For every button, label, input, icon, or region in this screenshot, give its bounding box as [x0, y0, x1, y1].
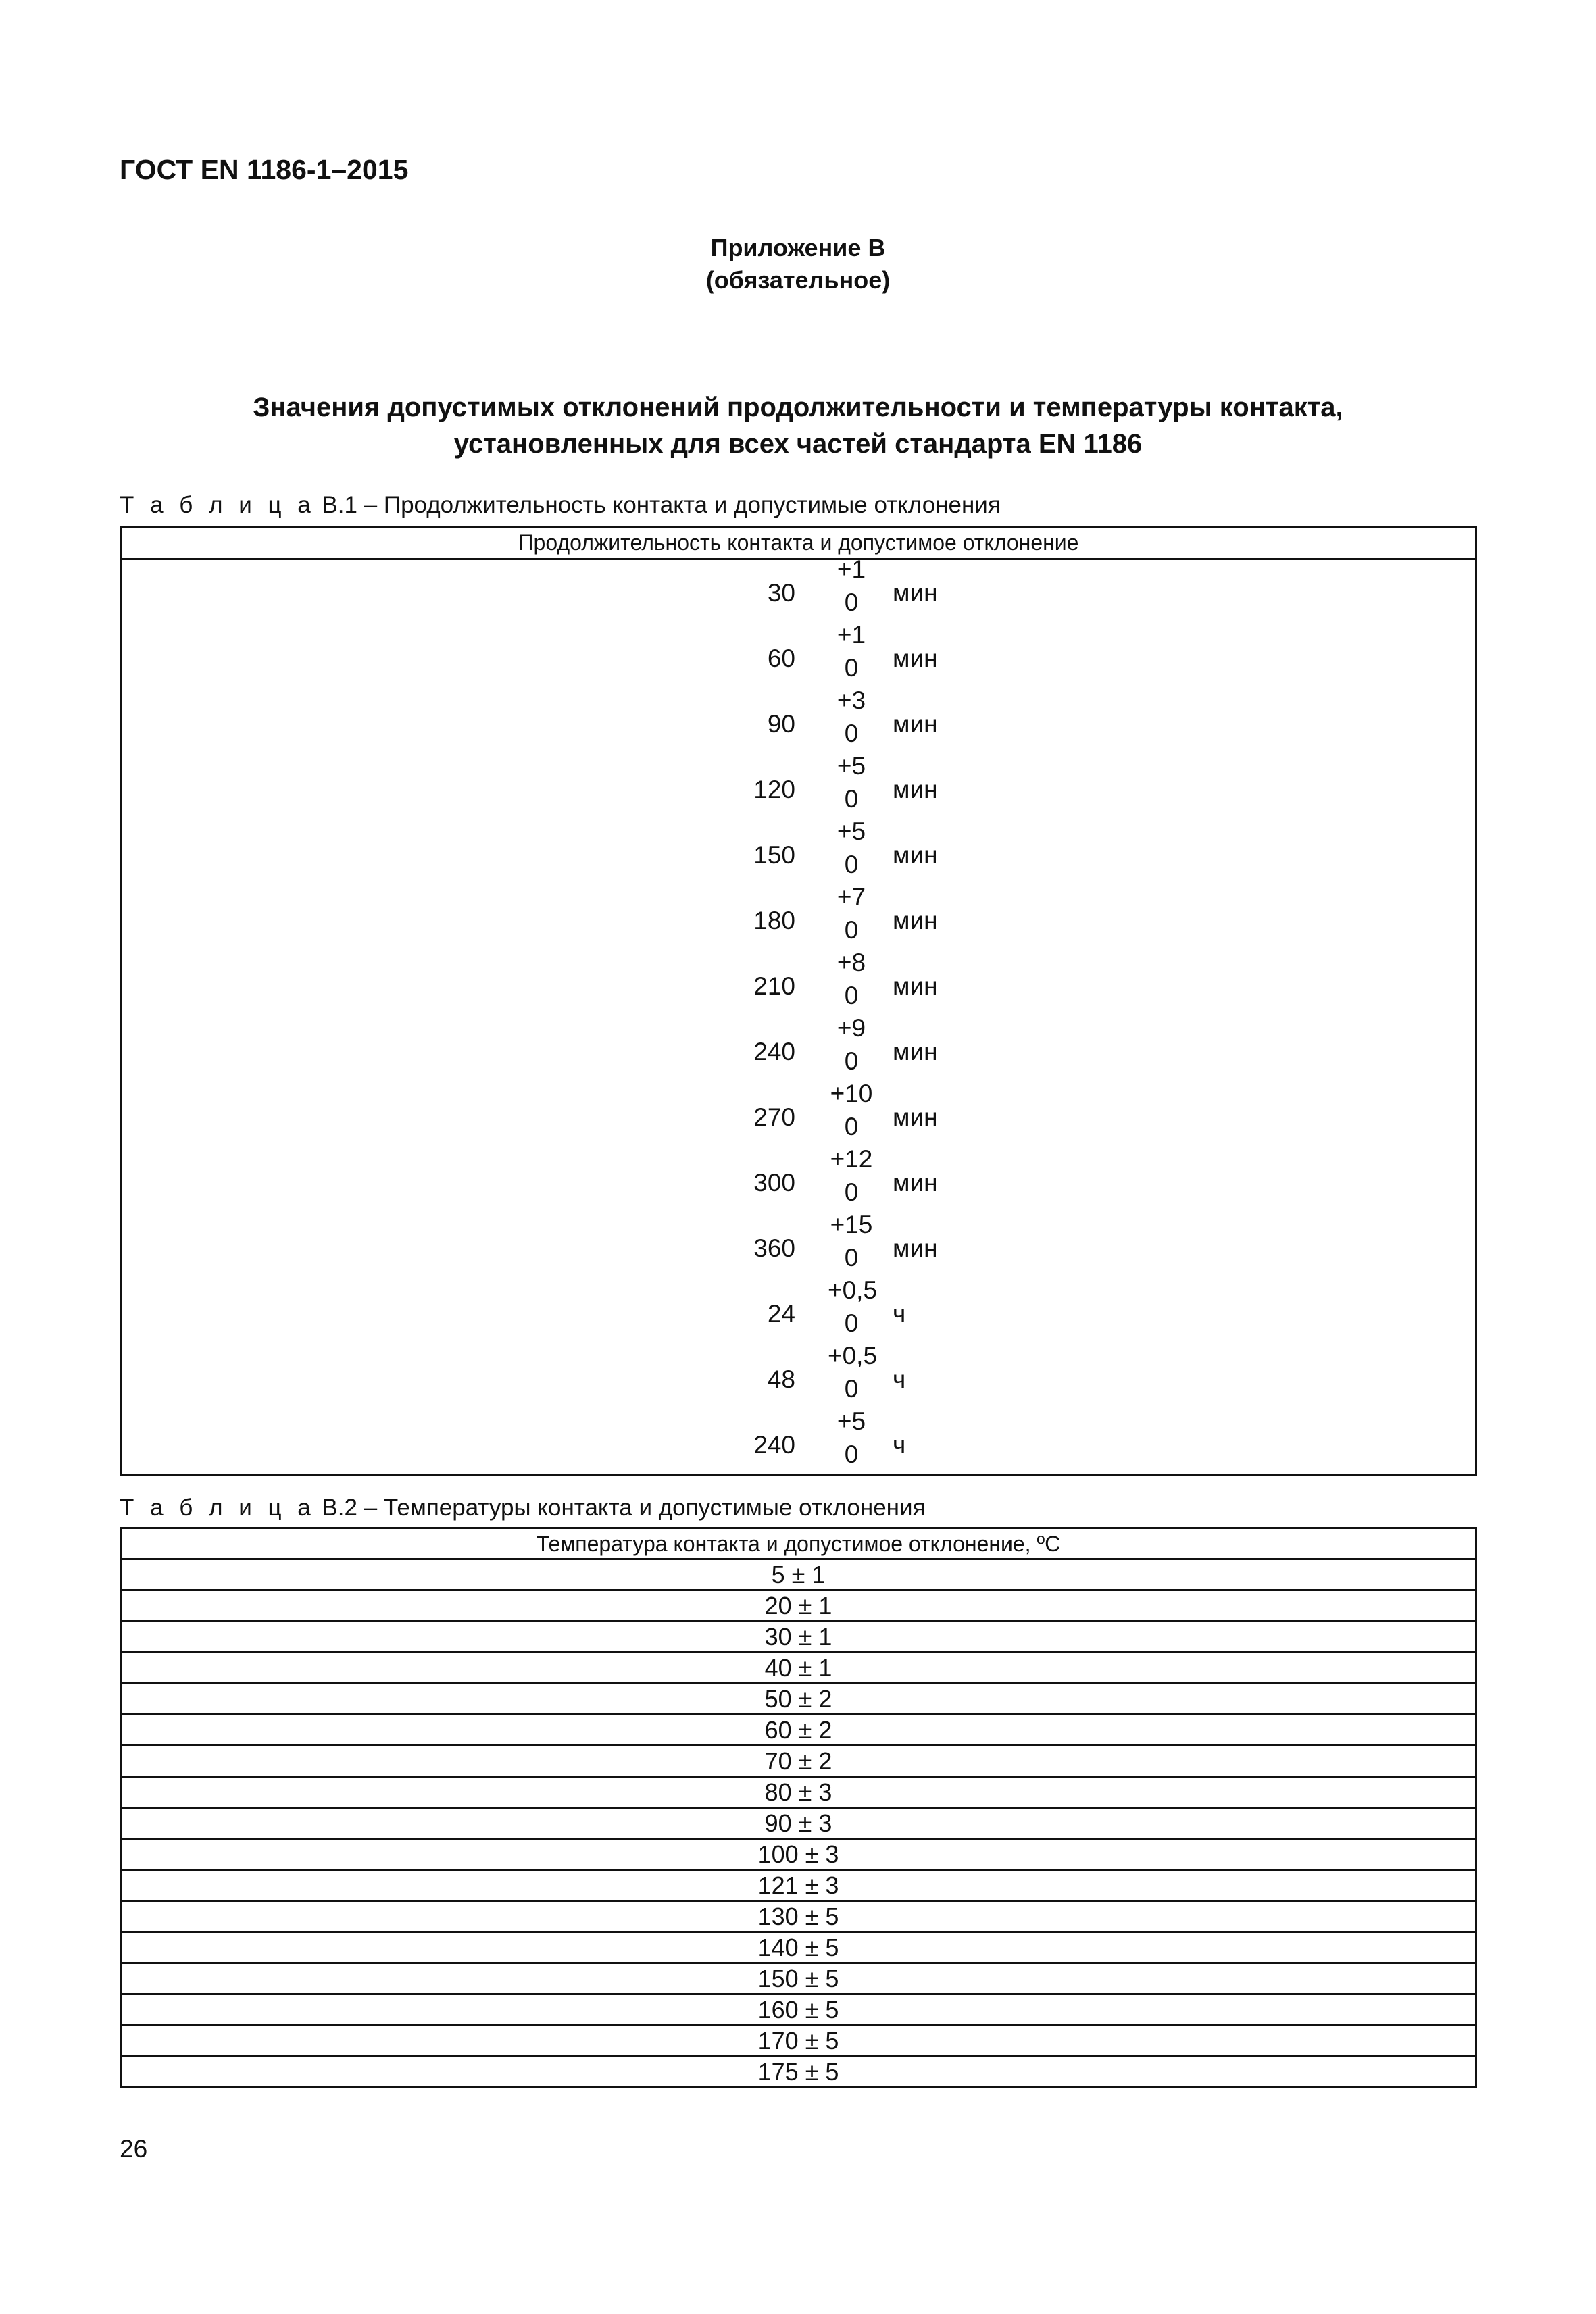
table2-row [121, 1932, 1476, 1963]
duration-unit: мин [893, 841, 938, 869]
table1-row [122, 818, 1475, 888]
annex-status: (обязательное) [705, 266, 891, 294]
tolerance-upper: +1 [837, 621, 866, 649]
tolerance-upper: +5 [837, 752, 866, 780]
duration-unit: мин [893, 579, 938, 607]
temperature-cell: 5 ± 1 [121, 1559, 1476, 1590]
tolerance-upper: +3 [837, 686, 866, 714]
duration-value: 30 [767, 579, 795, 607]
duration-unit: ч [893, 1365, 906, 1393]
tolerance-upper: +0,5 [828, 1276, 878, 1304]
tolerance-lower: 0 [844, 785, 859, 813]
temperature-cell: 80 ± 3 [121, 1777, 1476, 1808]
table2-row [121, 1870, 1476, 1901]
tolerance-lower: 0 [844, 1309, 859, 1337]
duration-value: 180 [753, 907, 795, 934]
table1-row [122, 1080, 1475, 1150]
table1-caption-text: В.1 – Продолжительность контакта и допустимые отклонения [315, 492, 1001, 518]
table1-row [122, 1407, 1475, 1478]
duration-unit: мин [893, 776, 938, 803]
table1-caption-prefix: Т а б л и ц а [120, 492, 316, 518]
tolerance-lower: 0 [844, 720, 859, 747]
tolerance-upper: +5 [837, 818, 866, 845]
contact-temperature-table [120, 1527, 1477, 2088]
table1-header: Продолжительность контакта и допустимое отклонение [122, 528, 1475, 560]
table2-row [121, 1777, 1476, 1808]
duration-value: 48 [767, 1365, 795, 1393]
table2-row [121, 1653, 1476, 1684]
table2-row [121, 1684, 1476, 1715]
table2-row [121, 1746, 1476, 1777]
table2-header-row [121, 1528, 1476, 1559]
duration-value: 24 [767, 1300, 795, 1328]
temperature-cell: 121 ± 3 [121, 1870, 1476, 1901]
temperature-cell: 90 ± 3 [121, 1808, 1476, 1839]
tolerance-upper: +1 [837, 555, 866, 583]
temperature-cell: 70 ± 2 [121, 1746, 1476, 1777]
tolerance-lower: 0 [844, 916, 859, 944]
table1-row [122, 686, 1475, 757]
duration-value: 300 [753, 1169, 795, 1197]
tolerance-upper: +15 [830, 1211, 873, 1238]
duration-unit: мин [893, 1038, 938, 1065]
duration-unit: мин [893, 972, 938, 1000]
temperature-cell: 175 ± 5 [121, 2057, 1476, 2088]
table1-caption [120, 492, 1001, 519]
duration-unit: мин [893, 645, 938, 672]
temperature-cell: 130 ± 5 [121, 1901, 1476, 1932]
duration-unit: ч [893, 1431, 906, 1459]
annex-name: Приложение В [710, 234, 886, 261]
duration-value: 120 [753, 776, 795, 803]
tolerance-lower: 0 [844, 851, 859, 878]
tolerance-lower: 0 [844, 1244, 859, 1272]
table2-row [121, 1559, 1476, 1590]
temperature-cell: 170 ± 5 [121, 2026, 1476, 2057]
duration-value: 360 [753, 1234, 795, 1262]
tolerance-lower: 0 [844, 654, 859, 682]
tolerance-upper: +8 [837, 949, 866, 976]
tolerance-upper: +10 [830, 1080, 873, 1107]
duration-unit: мин [893, 1103, 938, 1131]
temperature-cell: 50 ± 2 [121, 1684, 1476, 1715]
contact-duration-table [120, 526, 1477, 1476]
tolerance-lower: 0 [844, 982, 859, 1009]
table2-header: Температура контакта и допустимое отклонение, ºС [121, 1528, 1476, 1559]
table2-caption-text: В.2 – Температуры контакта и допустимые отклонения [315, 1494, 926, 1521]
table1-row [122, 1276, 1475, 1347]
duration-value: 270 [753, 1103, 795, 1131]
temperature-cell: 140 ± 5 [121, 1932, 1476, 1963]
table2-row [121, 1715, 1476, 1746]
tolerance-upper: +5 [837, 1407, 866, 1435]
temperature-cell: 30 ± 1 [121, 1621, 1476, 1653]
tolerance-lower: 0 [844, 1375, 859, 1403]
table2-row [121, 2057, 1476, 2088]
title-line-1: Значения допустимых отклонений продолжительности и температуры контакта, [253, 393, 1343, 422]
page-number: 26 [120, 2135, 148, 2163]
table2-row [121, 1621, 1476, 1653]
tolerance-upper: +7 [837, 883, 866, 911]
document-id: ГОСТ EN 1186-1–2015 [120, 154, 409, 185]
table2-row [121, 1901, 1476, 1932]
table1-row [122, 949, 1475, 1019]
temperature-cell: 20 ± 1 [121, 1590, 1476, 1621]
duration-value: 240 [753, 1431, 795, 1459]
temperature-cell: 160 ± 5 [121, 1994, 1476, 2026]
temperature-cell: 150 ± 5 [121, 1963, 1476, 1994]
duration-value: 90 [767, 710, 795, 738]
temperature-cell: 60 ± 2 [121, 1715, 1476, 1746]
duration-value: 60 [767, 645, 795, 672]
tolerance-lower: 0 [844, 1178, 859, 1206]
table2-row [121, 1839, 1476, 1870]
tolerance-lower: 0 [844, 1047, 859, 1075]
duration-value: 240 [753, 1038, 795, 1065]
title-line-2: установленных для всех частей стандарта EN 1186 [453, 429, 1143, 459]
duration-unit: мин [893, 1234, 938, 1262]
duration-value: 210 [753, 972, 795, 1000]
duration-unit: мин [893, 907, 938, 934]
table2-row [121, 1963, 1476, 1994]
duration-unit: мин [893, 710, 938, 738]
tolerance-upper: +0,5 [828, 1342, 878, 1369]
duration-unit: ч [893, 1300, 906, 1328]
table1-row [122, 1145, 1475, 1215]
table1-body [122, 555, 1475, 1478]
table1-row [122, 555, 1475, 626]
table2-row [121, 2026, 1476, 2057]
table1-row [122, 621, 1475, 691]
table1-row [122, 1014, 1475, 1084]
table2-row [121, 1808, 1476, 1839]
temperature-cell: 40 ± 1 [121, 1653, 1476, 1684]
tolerance-lower: 0 [844, 1440, 859, 1468]
table2-caption-prefix: Т а б л и ц а [120, 1494, 316, 1521]
duration-unit: мин [893, 1169, 938, 1197]
temperature-cell: 100 ± 3 [121, 1839, 1476, 1870]
tolerance-upper: +9 [837, 1014, 866, 1042]
table1-row [122, 1342, 1475, 1412]
tolerance-lower: 0 [844, 1113, 859, 1140]
tolerance-lower: 0 [844, 588, 859, 616]
tolerance-upper: +12 [830, 1145, 873, 1173]
table1-row [122, 752, 1475, 822]
table1-row [122, 883, 1475, 953]
table2-row [121, 1994, 1476, 2026]
table2-caption [120, 1494, 926, 1521]
table2-row [121, 1590, 1476, 1621]
table1-row [122, 1211, 1475, 1281]
duration-value: 150 [753, 841, 795, 869]
